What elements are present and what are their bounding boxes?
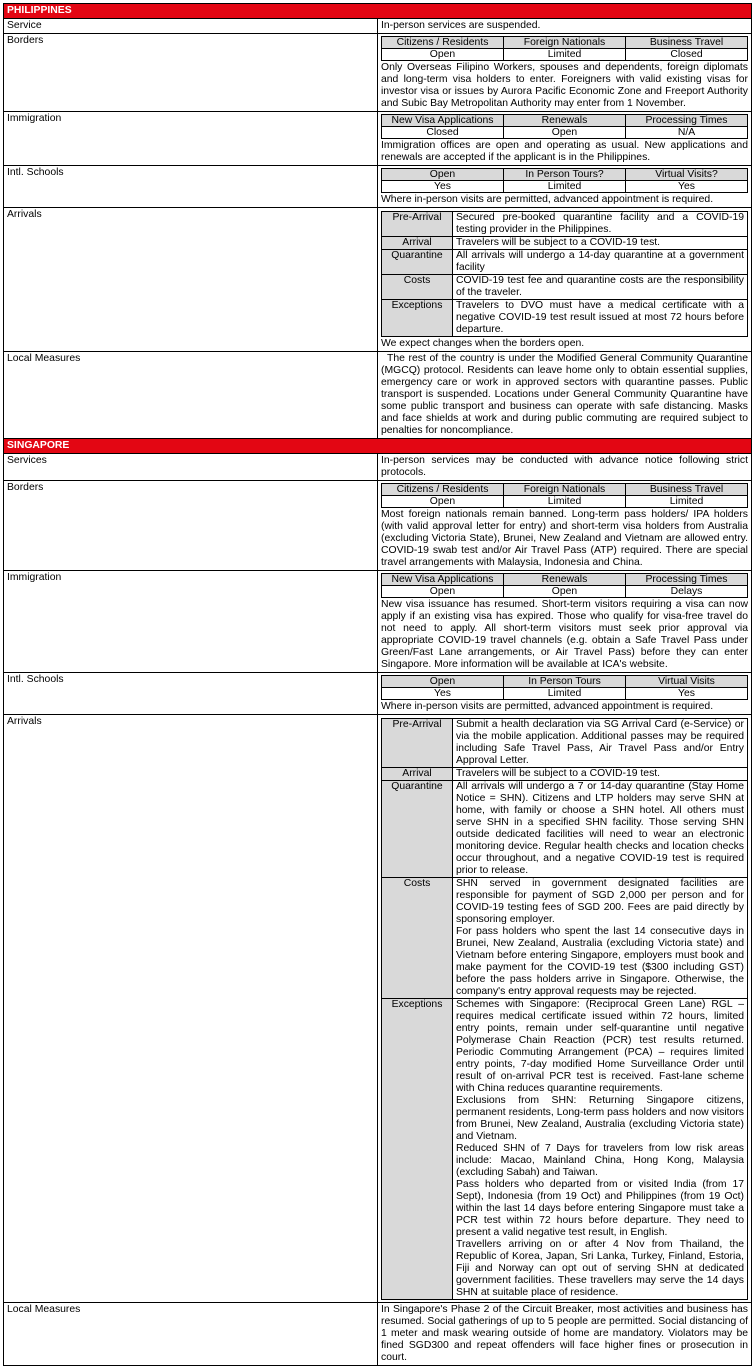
status-value: N/A	[626, 127, 748, 139]
service-text: In-person services are suspended.	[378, 19, 752, 34]
row-borders	[4, 34, 752, 112]
status-grid	[381, 168, 748, 193]
arrivals-stage-label: Arrival	[382, 768, 453, 781]
status-header: Processing Times	[626, 574, 748, 586]
status-grid	[381, 675, 748, 700]
arrivals-row	[382, 300, 748, 337]
detail-paragraph: Schemes with Singapore: (Reciprocal Green Lane) RGL – requires medical certificate issued within 72 hours, limited entry points, remain under self-quarantine until negative Polymerase Chain Reaction (PCR) test results returned. Periodic Commuting Arrangement (PCA) – requires limited entry points, 7-day modified Home Surveillance Order until result of on-arrival PCR test is received. Fast-lane scheme with China reduces quarantine requirements.	[456, 999, 744, 1094]
status-header-row	[382, 676, 748, 688]
detail-paragraph: Travelers will be subject to a COVID-19 test.	[456, 768, 661, 779]
row-borders	[4, 481, 752, 571]
row-label: Immigration	[4, 112, 378, 166]
local-measures-text: The rest of the country is under the Modified General Community Quarantine (MGCQ) protocol. Residents can leave home only to obtain essential supplies, emergency care or work in approved sectors with quarantine passes. Public transport is suspended. Locations under General Community Quarantine have some public transport and business can operate with safe distancing. Masks and face shields at work and during public commuting are required subject to penalties for noncompliance.	[378, 352, 752, 439]
status-value: Yes	[382, 181, 504, 193]
status-header: Open	[382, 676, 504, 688]
arrivals-cell	[378, 208, 752, 352]
borders-status	[381, 36, 748, 61]
detail-paragraph: Submit a health declaration via SG Arrival Card (e-Service) or via the mobile application. Additional passes may be required including Safe Travel Pass, Air Travel Pass and/or Entry Approval Letter.	[456, 719, 744, 766]
detail-paragraph: Exclusions from SHN: Returning Singapore citizens, permanent residents, Long-term pass holders and now visitors from Brunei, New Zealand, Australia (excluding Victoria state) and Vietnam.	[456, 1095, 744, 1142]
status-header: Business Travel	[626, 484, 748, 496]
status-header: Foreign Nationals	[504, 484, 626, 496]
status-header: Processing Times	[626, 115, 748, 127]
status-value: Closed	[382, 127, 504, 139]
row-arrivals	[4, 208, 752, 352]
arrivals-stage-label: Arrival	[382, 237, 453, 250]
arrivals-stage-detail	[453, 237, 748, 250]
status-value: Limited	[504, 496, 626, 508]
arrivals-row	[382, 999, 748, 1300]
row-service	[4, 19, 752, 34]
country-header-philippines	[4, 4, 752, 19]
status-value: Open	[382, 586, 504, 598]
arrivals-stage-detail	[453, 768, 748, 781]
row-label: Service	[4, 19, 378, 34]
status-value: Yes	[382, 688, 504, 700]
arrivals-grid	[381, 211, 748, 337]
arrivals-row	[382, 878, 748, 999]
status-grid	[381, 483, 748, 508]
status-header-row	[382, 115, 748, 127]
detail-paragraph: All arrivals will undergo a 14-day quarantine at a government facility	[456, 250, 744, 273]
status-value: Yes	[626, 688, 748, 700]
arrivals-stage-detail	[453, 878, 748, 999]
immigration-cell	[378, 112, 752, 166]
row-schools	[4, 166, 752, 208]
arrivals-stage-label: Quarantine	[382, 250, 453, 275]
arrivals-stage-detail	[453, 781, 748, 878]
arrivals-row	[382, 781, 748, 878]
service-text: In-person services may be conducted with advance notice following strict protocols.	[378, 454, 752, 481]
schools-cell	[378, 166, 752, 208]
arrivals-note: We expect changes when the borders open.	[381, 338, 585, 349]
status-value: Open	[382, 49, 504, 61]
row-label: Local Measures	[4, 352, 378, 439]
arrivals-stage-detail	[453, 250, 748, 275]
detail-paragraph: COVID-19 test fee and quarantine costs are the responsibility of the traveler.	[456, 275, 744, 298]
row-label: Services	[4, 454, 378, 481]
status-header-row	[382, 574, 748, 586]
status-header: New Visa Applications	[382, 115, 504, 127]
country-title: PHILIPPINES	[4, 4, 752, 19]
status-value-row	[382, 688, 748, 700]
status-header: Virtual Visits?	[626, 169, 748, 181]
detail-paragraph: For pass holders who spent the last 14 consecutive days in Brunei, New Zealand, Australia (excluding Victoria state) and Vietnam before entering Singapore, employers must book and make payment for the COVID-19 test ($300 including GST) before the pass holders arrive in Singapore. Otherwise, the company's entry approval requests may be rejected.	[456, 926, 744, 997]
arrivals-stage-detail	[453, 999, 748, 1300]
status-value-row	[382, 181, 748, 193]
status-value-row	[382, 127, 748, 139]
status-value: Limited	[504, 49, 626, 61]
arrivals-stage-label: Pre-Arrival	[382, 719, 453, 768]
row-label: Arrivals	[4, 715, 378, 1303]
row-label: Intl. Schools	[4, 673, 378, 715]
arrivals-row	[382, 212, 748, 237]
row-label: Borders	[4, 481, 378, 571]
schools-status	[381, 675, 748, 700]
schools-note: Where in-person visits are permitted, advanced appointment is required.	[381, 194, 714, 205]
status-grid	[381, 114, 748, 139]
status-header: Citizens / Residents	[382, 484, 504, 496]
immigration-status	[381, 573, 748, 598]
schools-status	[381, 168, 748, 193]
status-header: In Person Tours?	[504, 169, 626, 181]
status-value: Limited	[504, 181, 626, 193]
detail-paragraph: Secured pre-booked quarantine facility and a COVID-19 testing provider in the Philippines.	[456, 212, 744, 235]
borders-cell	[378, 481, 752, 571]
arrivals-stage-label: Costs	[382, 878, 453, 999]
arrivals-stage-label: Quarantine	[382, 781, 453, 878]
local-measures-text: In Singapore's Phase 2 of the Circuit Breaker, most activities and business has resumed. Social gatherings of up to 5 people are permitted. Social distancing of 1 meter and mask wearing outside of home are mandatory. Violators may be fined SGD300 and repeat offenders will face higher fines or prosecution in court.	[378, 1303, 752, 1366]
status-header: In Person Tours	[504, 676, 626, 688]
borders-status	[381, 483, 748, 508]
status-value: Yes	[626, 181, 748, 193]
status-header: Citizens / Residents	[382, 37, 504, 49]
status-value-row	[382, 496, 748, 508]
country-header-singapore	[4, 439, 752, 454]
status-grid	[381, 573, 748, 598]
status-header: Business Travel	[626, 37, 748, 49]
row-service	[4, 454, 752, 481]
status-header-row	[382, 37, 748, 49]
row-immigration	[4, 112, 752, 166]
row-label: Local Measures	[4, 1303, 378, 1366]
status-value: Open	[504, 586, 626, 598]
status-value: Open	[504, 127, 626, 139]
arrivals-table	[381, 718, 748, 1300]
borders-cell	[378, 34, 752, 112]
status-value-row	[382, 49, 748, 61]
status-value: Limited	[626, 496, 748, 508]
detail-paragraph: Pass holders who departed from or visited India (from 17 Sept), Indonesia (from 19 Oct) and Philippines (from 19 Oct) within the last 14 days before entering Singapore must take a PCR test within 72 hours before departure. They need to present a valid negative test result, in English.	[456, 1179, 744, 1238]
detail-paragraph: Travellers arriving on or after 4 Nov from Thailand, the Republic of Korea, Japan, Sri Lanka, Turkey, Finland, Estoria, Fiji and Norway can opt out of serving SHN at dedicated government facilities. These travellers may serve the 14 days SHN at suitable place of residence.	[456, 1239, 744, 1298]
arrivals-row	[382, 768, 748, 781]
detail-paragraph: Reduced SHN of 7 Days for travelers from low risk areas include: Macao, Mainland China, Hong Kong, Malaysia (excluding Sabah) and Taiwan.	[456, 1143, 744, 1178]
arrivals-stage-label: Exceptions	[382, 300, 453, 337]
immigration-note: Immigration offices are open and operating as usual. New applications and renewals are accepted if the applicant is in the Philippines.	[381, 140, 748, 163]
arrivals-row	[382, 719, 748, 768]
arrivals-stage-label: Exceptions	[382, 999, 453, 1300]
borders-note: Most foreign nationals remain banned. Long-term pass holders/ IPA holders (with valid approval letter for entry) and short-term visa holders from Australia (excluding Victoria State), Brunei, New Zealand and Vietnam are allowed entry. COVID-19 swab test and/or Air Travel Pass (ATP) required. There are special travel arrangements with Malaysia, Indonesia and China.	[381, 509, 748, 568]
status-header-row	[382, 484, 748, 496]
status-header-row	[382, 169, 748, 181]
arrivals-grid	[381, 718, 748, 1300]
detail-paragraph: All arrivals will undergo a 7 or 14-day quarantine (Stay Home Notice = SHN). Citizens and LTP holders may serve SHN at home, with family or choose a SHN hotel. All others must serve SHN in a specified SHN facility. Those serving SHN outside dedicated facilities will need to wear an electronic monitoring device. Regular health checks and location checks occur throughout, and a negative COVID-19 test is required prior to release.	[456, 781, 744, 876]
status-header: Open	[382, 169, 504, 181]
row-local-measures	[4, 352, 752, 439]
arrivals-stage-label: Pre-Arrival	[382, 212, 453, 237]
detail-paragraph: Travelers will be subject to a COVID-19 test.	[456, 237, 661, 248]
detail-paragraph: Travelers to DVO must have a medical certificate with a negative COVID-19 test result issued at most 72 hours before departure.	[456, 300, 744, 335]
row-arrivals	[4, 715, 752, 1303]
status-grid	[381, 36, 748, 61]
status-header: New Visa Applications	[382, 574, 504, 586]
detail-paragraph: SHN served in government designated facilities are responsible for payment of SGD 2,000 per person and for COVID-19 testing fees of SGD 200. Fees are paid directly by sponsoring employer.	[456, 878, 744, 925]
status-value: Closed	[626, 49, 748, 61]
immigration-status	[381, 114, 748, 139]
arrivals-stage-detail	[453, 275, 748, 300]
row-local-measures	[4, 1303, 752, 1366]
status-header: Foreign Nationals	[504, 37, 626, 49]
immigration-note: New visa issuance has resumed. Short-term visitors requiring a visa can now apply if an existing visa has expired. Those who qualify for visa-free travel do not need to apply. All short-term visitors must seek prior approval via appropriate COVID-19 travel channels (e.g. obtain a Safe Travel Pass under Green/Fast Lane arrangements, or Air Travel Pass) before they can enter Singapore. More information will be available at ICA's website.	[381, 599, 748, 670]
arrivals-stage-detail	[453, 212, 748, 237]
status-header: Virtual Visits	[626, 676, 748, 688]
arrivals-stage-detail	[453, 300, 748, 337]
row-label: Arrivals	[4, 208, 378, 352]
status-value: Open	[382, 496, 504, 508]
status-value: Delays	[626, 586, 748, 598]
status-header: Renewals	[504, 115, 626, 127]
country-title: SINGAPORE	[4, 439, 752, 454]
document-page	[3, 3, 752, 1366]
row-label: Borders	[4, 34, 378, 112]
row-label: Intl. Schools	[4, 166, 378, 208]
schools-note: Where in-person visits are permitted, advanced appointment is required.	[381, 701, 714, 712]
arrivals-row	[382, 275, 748, 300]
arrivals-row	[382, 237, 748, 250]
arrivals-stage-label: Costs	[382, 275, 453, 300]
status-header: Renewals	[504, 574, 626, 586]
row-immigration	[4, 571, 752, 673]
immigration-cell	[378, 571, 752, 673]
status-value-row	[382, 586, 748, 598]
row-label: Immigration	[4, 571, 378, 673]
arrivals-stage-detail	[453, 719, 748, 768]
row-schools	[4, 673, 752, 715]
arrivals-table	[381, 211, 748, 337]
travel-status-table	[3, 3, 752, 1366]
schools-cell	[378, 673, 752, 715]
status-value: Limited	[504, 688, 626, 700]
arrivals-cell	[378, 715, 752, 1303]
borders-note: Only Overseas Filipino Workers, spouses and dependents, foreign diplomats and long-term visa holders to enter. Foreigners with valid existing visas for investor visa or issues by Aurora Pacific Economic Zone and Freeport Authority and Subic Bay Metropolitan Authority may enter from 1 November.	[381, 62, 748, 109]
arrivals-row	[382, 250, 748, 275]
